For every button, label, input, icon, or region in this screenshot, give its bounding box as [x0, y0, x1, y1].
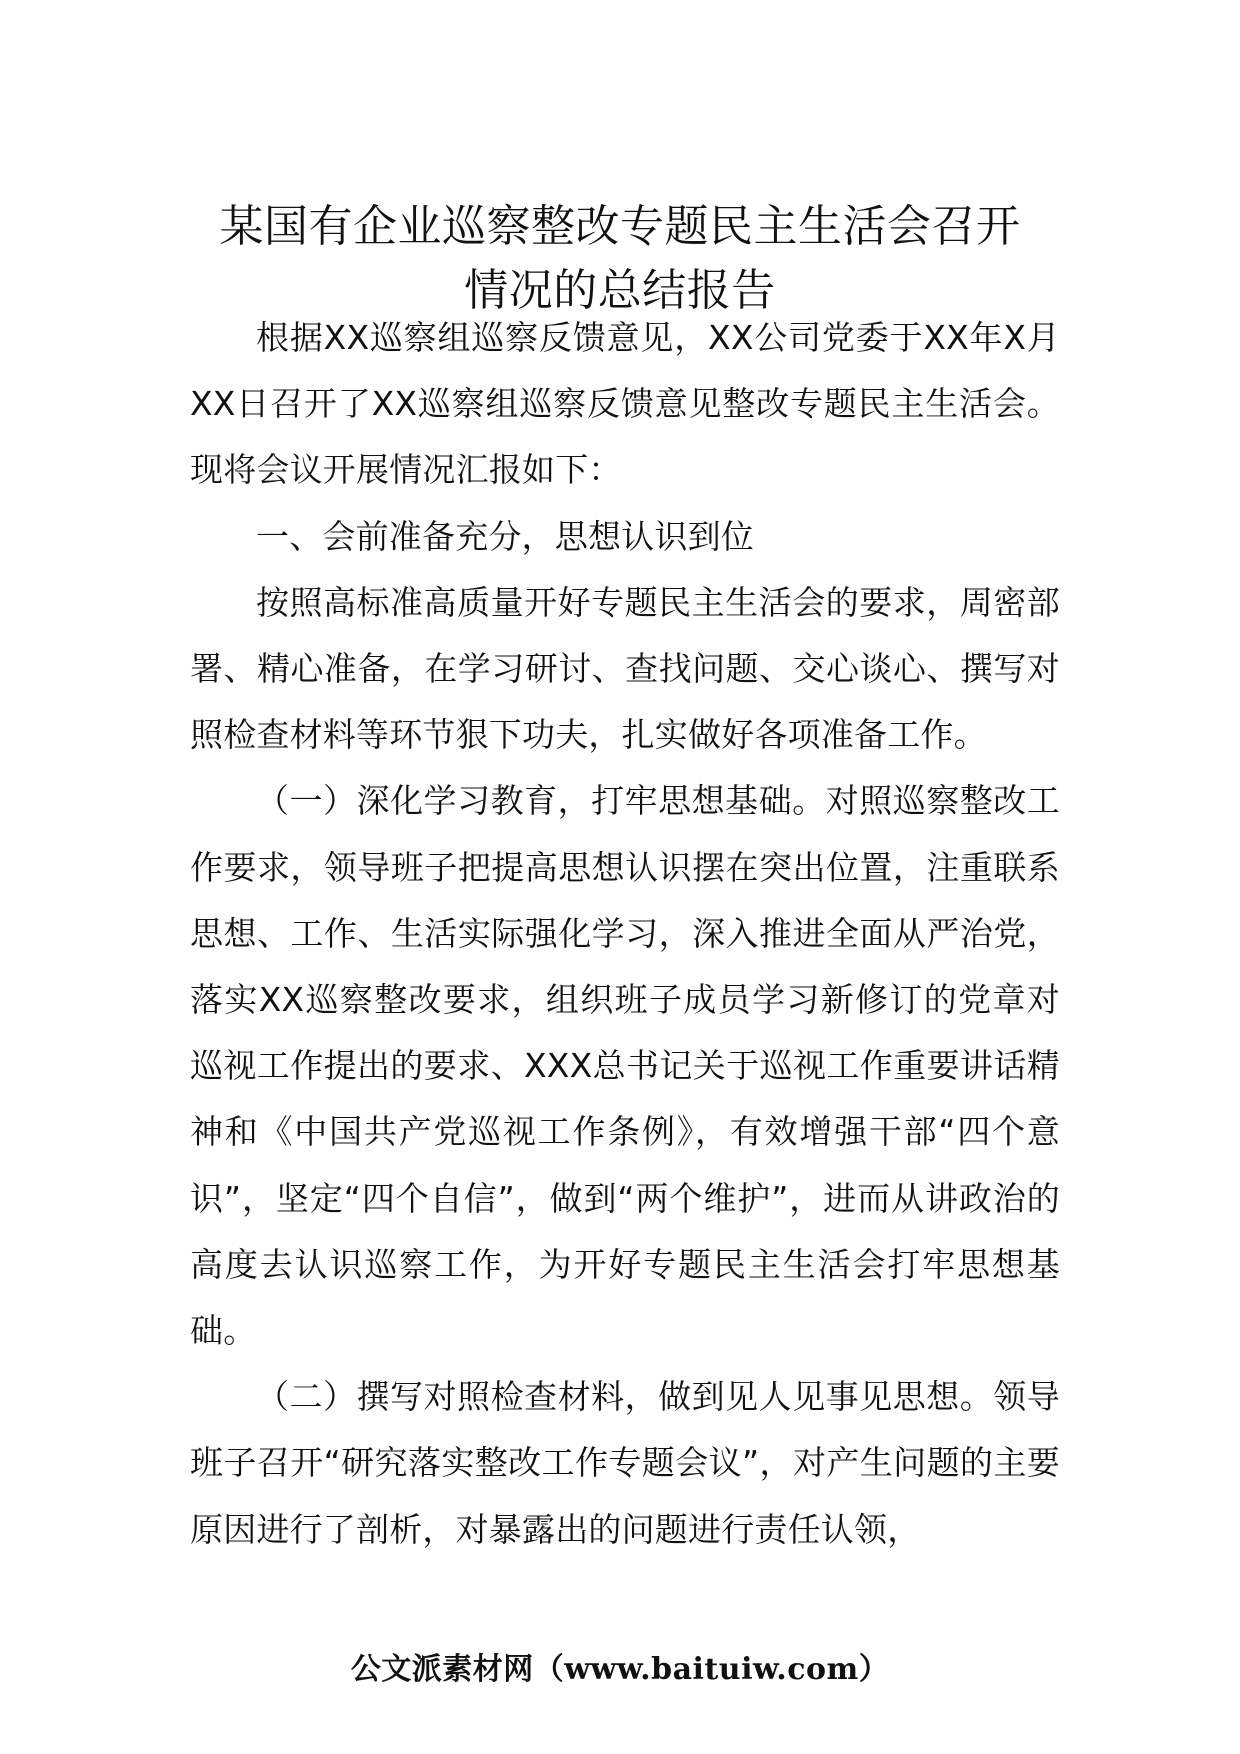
section-heading-1: 一、会前准备充分，思想认识到位	[256, 516, 754, 556]
document-title-line-1: 某国有企业巡察整改专题民主生活会召开	[219, 201, 1021, 253]
footer-watermark: 公文派素材网（www.baituiw.com）	[350, 1652, 890, 1687]
paragraph-subsection-1: （一）深化学习教育，打牢思想基础。对照巡察整改工作要求，领导班子把提高思想认识摆在突出位置，注重联系思想、工作、生活实际强化学习，深入推进全面从严治党，落实XX巡察整改要求，组织班子成员学习新修订的党章对巡视工作提出的要求、XXX总书记关于巡视工作重要讲话精神和《中国共产党巡视工作条例》，有效增强干部“四个意识”，坚定“四个自信”，做到“两个维护”，进而从讲政治的高度去认识巡察工作，为开好专题民主生活会打牢思想基础。	[190, 781, 1060, 1351]
document-body	[190, 305, 1060, 1563]
document-title-line-2: 情况的总结报告	[464, 265, 776, 317]
paragraph-section-1-summary: 按照高标准高质量开好专题民主生活会的要求，周密部署、精心准备，在学习研讨、查找问题、交心谈心、撰写对照检查材料等环节狠下功夫，扎实做好各项准备工作。	[190, 582, 1060, 755]
paragraph-intro: 根据XX巡察组巡察反馈意见，XX公司党委于XX年X月XX日召开了XX巡察组巡察反馈意见整改专题民主生活会。现将会议开展情况汇报如下：	[190, 318, 1060, 490]
paragraph-subsection-2: （二）撰写对照检查材料，做到见人见事见思想。领导班子召开“研究落实整改工作专题会议”，对产生问题的主要原因进行了剖析，对暴露出的问题进行责任认领，	[190, 1377, 1060, 1549]
